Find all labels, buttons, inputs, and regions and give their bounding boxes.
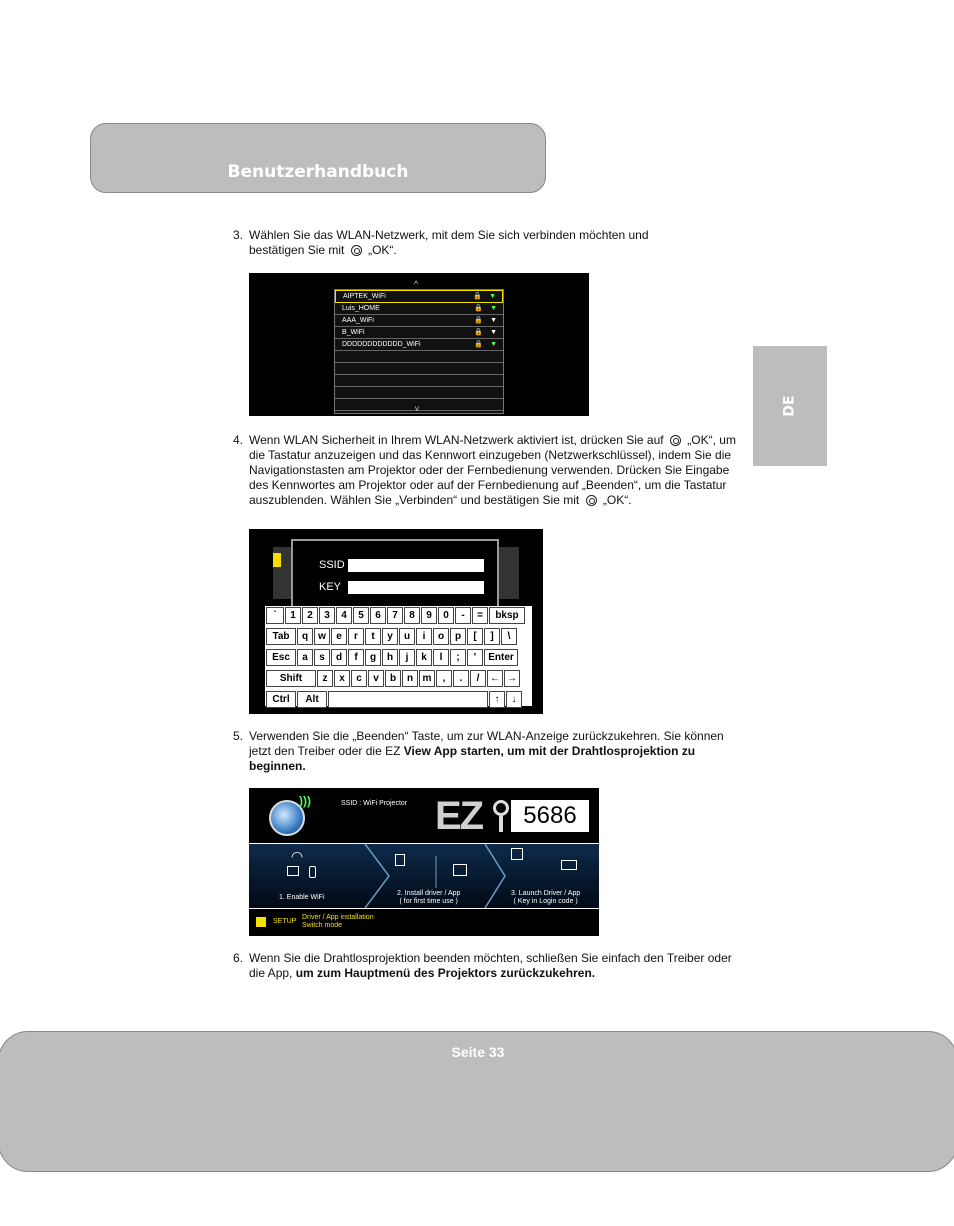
install-icon [395,854,405,866]
wifi-icon: ▼ [490,329,497,336]
footer-bar [0,1031,954,1172]
setup-hint: Driver / App installation Switch mode [302,914,374,929]
ok-button-icon [670,435,681,446]
keyboard-key[interactable]: i [416,628,432,645]
keyboard-key[interactable]: 2 [302,607,318,624]
list-item [335,363,503,375]
step2-label: 2. Install driver / App ( for first time use ) [397,890,461,905]
list-item[interactable]: B_WiFi 🔒 ▼ [335,327,503,339]
keyboard-key[interactable]: 4 [336,607,352,624]
ssid-label: SSID [319,559,345,571]
keyboard-key[interactable]: ; [450,649,466,666]
keyboard-key[interactable]: l [433,649,449,666]
keyboard-key[interactable] [328,691,488,708]
keyboard-key[interactable]: ] [484,628,500,645]
list-item[interactable]: DDDDDDDDDDDD_WiFi 🔒 ▼ [335,339,503,351]
keyboard-key[interactable]: q [297,628,313,645]
keyboard-key[interactable]: ↑ [489,691,505,708]
keyboard-key[interactable]: ↓ [506,691,522,708]
list-item[interactable]: Luis_HOME 🔒 ▼ [335,303,503,315]
step-text-bold: View App starten, um mit der Drahtlosprojektion zu beginnen. [249,744,696,773]
keyboard-key[interactable]: bksp [489,607,525,624]
keyboard-key[interactable]: 8 [404,607,420,624]
ssid-field[interactable] [348,559,484,572]
lock-icon: 🔒 [474,329,483,336]
keyboard-key[interactable]: j [399,649,415,666]
wifi-icon: ▼ [489,293,496,300]
step-number: 5. [233,729,244,743]
keyboard-key[interactable]: ← [487,670,503,687]
signal-icon: ))) [299,794,311,808]
ez-logo: EZ [435,794,483,838]
lock-icon: 🔒 [474,341,483,348]
keyboard-key[interactable]: Tab [266,628,296,645]
key-icon [493,800,509,816]
keyboard-key[interactable]: Ctrl [266,691,296,708]
key-icon-shaft [499,816,503,832]
keyboard-key[interactable]: x [334,670,350,687]
keyboard-key[interactable]: - [455,607,471,624]
keyboard-key[interactable]: v [368,670,384,687]
phone-icon [309,866,316,878]
login-code: 5686 [511,800,589,832]
keyboard-key[interactable]: e [331,628,347,645]
step-text: Wenn Sie die Drahtlosprojektion beenden möchten, schließen Sie einfach den Treiber oder die App, [249,951,732,980]
header-tab [90,123,546,193]
keyboard-key[interactable]: 9 [421,607,437,624]
keyboard-key[interactable]: Enter [484,649,518,666]
lock-icon: 🔒 [474,305,483,312]
laptop-icon [511,848,523,860]
setup-hint-bar [249,909,599,936]
keyboard-key[interactable]: z [317,670,333,687]
header-title: Benutzerhandbuch [227,162,409,182]
keyboard-key[interactable]: Esc [266,649,296,666]
keyboard-key[interactable]: 0 [438,607,454,624]
step3-label: 3. Launch Driver / App ( Key in Login code ) [511,890,581,905]
key-field[interactable] [348,581,484,594]
wifi-icon: ▼ [490,317,497,324]
keyboard-key[interactable]: u [399,628,415,645]
ez-view-screenshot [249,788,599,936]
keyboard-key[interactable]: → [504,670,520,687]
list-item [335,375,503,387]
keyboard-key[interactable]: 7 [387,607,403,624]
keyboard-key[interactable]: a [297,649,313,666]
setup-label: SETUP [273,918,297,925]
keyboard-key[interactable]: , [436,670,452,687]
step-text: „OK“. [602,493,632,507]
keyboard-key[interactable]: ' [467,649,483,666]
keyboard-key[interactable]: s [314,649,330,666]
download-icon [453,864,467,876]
keyboard-key[interactable]: 5 [353,607,369,624]
step-6 [233,951,738,981]
step1-label: 1. Enable WiFi [279,894,325,901]
lock-icon: 🔒 [473,293,482,300]
menu-icon [256,917,266,927]
scroll-up-arrow: ^ [414,279,419,289]
list-item [335,351,503,363]
list-item[interactable]: AIPTEK_WiFi 🔒 ▼ [335,290,503,303]
language-label: DE [782,395,798,417]
list-item [335,387,503,399]
keyboard-key[interactable]: k [416,649,432,666]
scroll-down-arrow: v [415,404,419,413]
keyboard-key[interactable]: Shift [266,670,316,687]
keyboard-screenshot [249,529,543,714]
step-5 [233,729,738,774]
page-number: Seite 33 [451,1044,505,1060]
keyboard-key[interactable]: = [472,607,488,624]
step-text: „OK“, um die Tastatur anzuzeigen und das Kennwort einzugeben (Netzwerkschlüssel), indem Sie die Navigationstasten am Projektor oder der Fernbedienung verwenden. Drücken Sie Eingabe des Kennwortes am Projektor oder auf der Fernbedienung auf „Beenden“, um die Tastatur auszublenden. Wählen Sie „Verbinden“ und bestätigen Sie mit [249,433,736,507]
keyboard-key[interactable]: o [433,628,449,645]
ok-button-icon [586,495,597,506]
step-text: Wenn WLAN Sicherheit in Ihrem WLAN-Netzwerk aktiviert ist, drücken Sie auf [249,433,664,447]
credential-dialog [291,539,499,611]
lock-icon: 🔒 [474,317,483,324]
step-4 [233,433,738,508]
list-item[interactable]: AAA_WiFi 🔒 ▼ [335,315,503,327]
keyboard-key[interactable]: ` [266,607,284,624]
wifi-icon: ◠ [291,848,304,864]
step-3 [233,228,738,258]
list-item [335,399,503,411]
keyboard-key[interactable]: . [453,670,469,687]
keyboard-key[interactable]: 6 [370,607,386,624]
step-text: „OK“. [368,243,397,257]
keyboard-key[interactable]: [ [467,628,483,645]
keyboard-key[interactable]: / [470,670,486,687]
keyboard-key[interactable]: b [385,670,401,687]
step-number: 3. [233,228,244,242]
wifi-icon: ▼ [490,341,497,348]
ok-button-icon [351,245,362,256]
step-number: 6. [233,951,244,965]
keyboard-key[interactable]: 1 [285,607,301,624]
keyboard-key[interactable]: \ [501,628,517,645]
step-number: 4. [233,433,244,447]
keyboard-key[interactable]: n [402,670,418,687]
key-label: KEY [319,581,342,593]
wifi-icon: ▼ [490,305,497,312]
keyboard-key[interactable]: y [382,628,398,645]
projector-icon [561,860,577,870]
ssid-text: SSID : WiFi Projector [341,800,408,807]
setup-steps-bar [249,844,599,908]
keyboard-key[interactable]: m [419,670,435,687]
laptop-icon [287,866,299,876]
keyboard-key[interactable]: t [365,628,381,645]
wifi-list-screenshot [249,273,589,416]
keyboard-key[interactable]: r [348,628,364,645]
keyboard-key[interactable]: f [348,649,364,666]
step-text: bestätigen Sie mit [249,243,345,257]
keyboard-key[interactable]: w [314,628,330,645]
keyboard-key[interactable]: 3 [319,607,335,624]
keyboard-key[interactable]: Alt [297,691,327,708]
keyboard-key[interactable]: p [450,628,466,645]
keyboard-key[interactable]: h [382,649,398,666]
step-text: Verwenden Sie die „Beenden“ Taste, um zur WLAN-Anzeige zurückzukehren. Sie können jetzt den Treiber oder die EZ [249,729,724,758]
keyboard-key[interactable]: c [351,670,367,687]
wifi-network-list [334,289,504,414]
on-screen-keyboard [265,606,532,706]
keyboard-key[interactable]: g [365,649,381,666]
language-tab [753,346,827,466]
step-text-bold: um zum Hauptmenü des Projektors zurückzukehren. [295,966,596,980]
keyboard-key[interactable]: d [331,649,347,666]
step-text: Wählen Sie das WLAN-Netzwerk, mit dem Sie sich verbinden möchten und [249,228,649,242]
